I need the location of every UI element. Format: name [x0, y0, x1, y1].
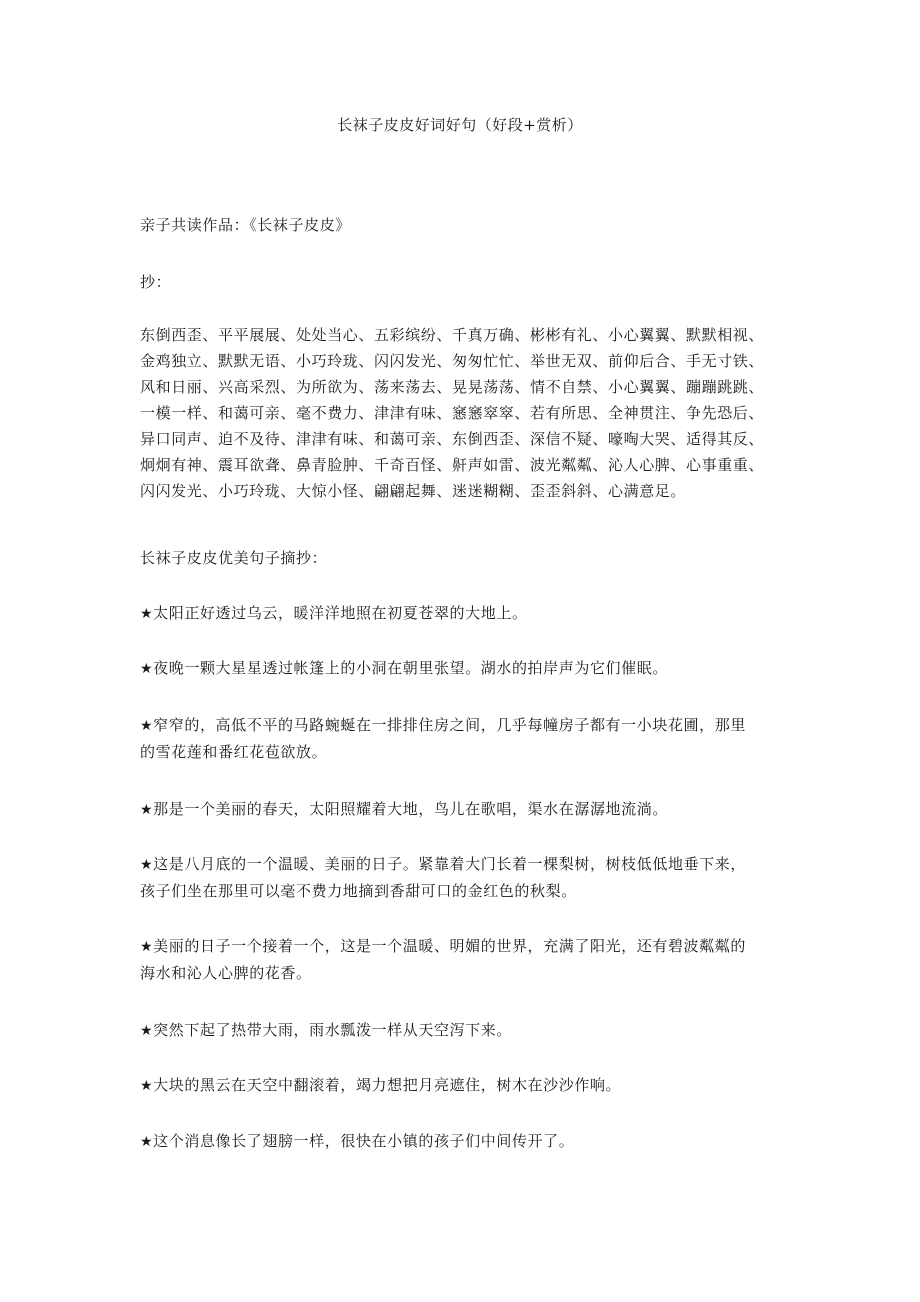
word-list-line: 金鸡独立、默默无语、小巧玲珑、闪闪发光、匆匆忙忙、举世无双、前仰后合、手无寸铁、 — [140, 352, 765, 370]
word-list-line: 闪闪发光、小巧玲珑、大惊小怪、翩翩起舞、迷迷糊糊、歪歪斜斜、心满意足。 — [140, 482, 687, 500]
sentence-text: 夜晚一颗大星星透过帐篷上的小洞在朝里张望。湖水的拍岸声为它们催眠。 — [153, 659, 668, 677]
star-icon: ★ — [140, 939, 154, 955]
work-line: 亲子共读作品：《长袜子皮皮》 — [140, 216, 351, 234]
sentence-text: 窄窄的，高低不平的马路蜿蜒在一排排住房之间，几乎每幢房子都有一小块花圃，那里 — [153, 716, 746, 734]
sentence-text: 大块的黑云在天空中翻滚着，竭力想把月亮遮住，树木在沙沙作响。 — [153, 1076, 622, 1094]
word-list-line: 一模一样、和蔼可亲、毫不费力、津津有味、窸窸窣窣、若有所思、全神贯注、争先恐后、 — [140, 404, 765, 422]
star-icon: ★ — [140, 718, 154, 734]
sentence-item — [140, 851, 795, 904]
word-list-line: 风和日丽、兴高采烈、为所欲为、荡来荡去、晃晃荡荡、情不自禁、小心翼翼、蹦蹦跳跳、 — [140, 378, 765, 396]
star-icon: ★ — [140, 857, 154, 873]
sentence-text: 那是一个美丽的春天，太阳照耀着大地，鸟儿在歌唱，渠水在潺潺地流淌。 — [153, 800, 668, 818]
star-icon: ★ — [140, 1078, 154, 1094]
star-icon: ★ — [140, 1023, 154, 1039]
star-icon: ★ — [140, 661, 154, 677]
sentence-text: 这是八月底的一个温暖、美丽的日子。紧靠着大门长着一棵梨树，树枝低低地垂下来， — [153, 855, 746, 873]
sentence-item — [140, 933, 795, 986]
sentence-item — [140, 655, 795, 682]
copy-label: 抄： — [140, 273, 172, 291]
sentence-item — [140, 796, 795, 823]
star-icon: ★ — [140, 1134, 154, 1150]
sentence-item — [140, 1128, 795, 1155]
sentence-item — [140, 600, 795, 627]
sentence-text: 这个消息像长了翅膀一样，很快在小镇的孩子们中间传开了。 — [153, 1132, 575, 1150]
word-list-line: 炯炯有神、震耳欲聋、鼻青脸肿、千奇百怪、鼾声如雷、波光粼粼、沁人心脾、心事重重、 — [140, 456, 765, 474]
word-list-line: 东倒西歪、平平展展、处处当心、五彩缤纷、千真万确、彬彬有礼、小心翼翼、默默相视、 — [140, 326, 765, 344]
sentence-item — [140, 1017, 795, 1044]
sentence-text: 美丽的日子一个接着一个，这是一个温暖、明媚的世界，充满了阳光，还有碧波粼粼的 — [153, 937, 746, 955]
sentence-item — [140, 712, 795, 765]
word-list-line: 异口同声、迫不及待、津津有味、和蔼可亲、东倒西歪、深信不疑、嚎啕大哭、适得其反、 — [140, 430, 765, 448]
star-icon: ★ — [140, 606, 154, 622]
sentence-text: 海水和沁人心脾的花香。 — [140, 964, 312, 982]
sentence-item — [140, 1072, 795, 1099]
sentence-text: 突然下起了热带大雨，雨水瓢泼一样从天空泻下来。 — [153, 1021, 512, 1039]
sentence-text: 太阳正好透过乌云，暖洋洋地照在初夏苍翠的大地上。 — [153, 604, 528, 622]
sentences-label: 长袜子皮皮优美句子摘抄： — [140, 549, 328, 567]
star-icon: ★ — [140, 802, 154, 818]
document-title: 长袜子皮皮好词好句（好段+赏析） — [337, 116, 583, 134]
sentence-text: 的雪花莲和番红花苞欲放。 — [140, 743, 328, 761]
sentence-text: 孩子们坐在那里可以毫不费力地摘到香甜可口的金红色的秋梨。 — [140, 882, 577, 900]
word-list — [140, 322, 795, 504]
